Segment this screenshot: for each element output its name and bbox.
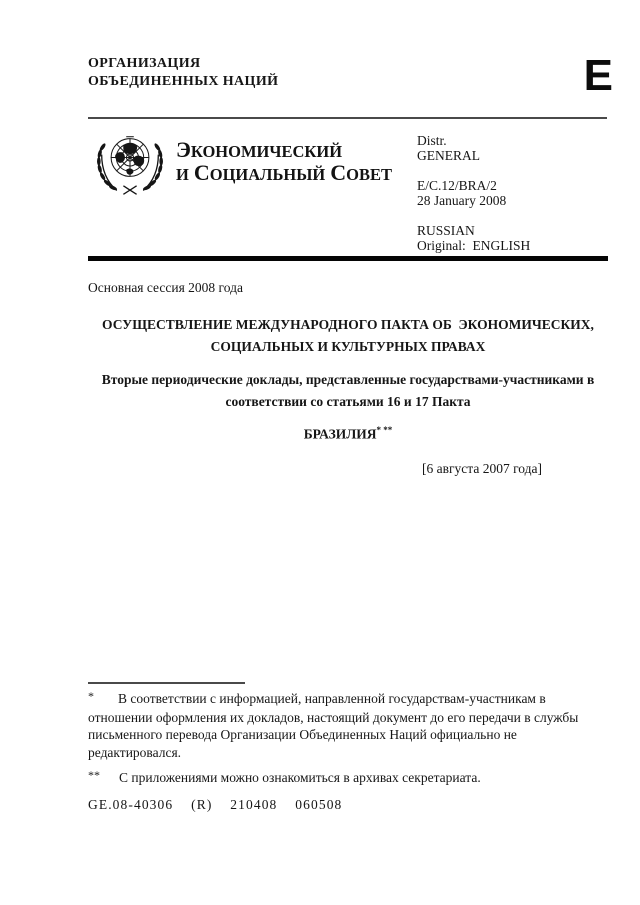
council-line2-word1-initial: С <box>193 160 210 185</box>
footnote-first-line3: письменного перевода Организации Объединенных Наций официально не <box>88 727 517 742</box>
doc-series-letter: E <box>583 51 613 100</box>
footnote-first-mark: * <box>88 689 94 703</box>
footnote-second <box>88 769 610 788</box>
distr-group <box>417 134 530 163</box>
document-title <box>88 314 608 358</box>
doc-symbol: E/C.12/BRA/2 <box>417 178 497 193</box>
subtitle-line2: соответствии со статьями 16 и 17 Пакта <box>225 394 471 409</box>
un-emblem-icon <box>92 132 168 200</box>
distr-label: Distr. <box>417 133 447 148</box>
document-subtitle <box>88 369 608 413</box>
footnote-second-text: С приложениями можно ознакомиться в архивах секретариата. <box>119 770 481 785</box>
country-name: БРАЗИЛИЯ <box>303 426 377 442</box>
ge-reference-line: GE.08-40306 (R) 210408 060508 <box>88 797 343 812</box>
footnote-separator <box>88 682 245 684</box>
council-line2-conj: И <box>176 165 189 184</box>
received-date: [6 августа 2007 года] <box>422 461 542 476</box>
doc-language: RUSSIAN <box>417 223 475 238</box>
distr-type: GENERAL <box>417 147 480 163</box>
council-title-line1 <box>176 138 392 161</box>
footnote-first-line4: редактировался. <box>88 744 182 760</box>
org-name <box>88 55 278 91</box>
language-group <box>417 224 530 253</box>
org-name-line2: ОБЪЕДИНЕННЫХ НАЦИЙ <box>88 74 279 89</box>
footnote-first-line2: отношении оформления их докладов, настоящий документ до его передачи в службы <box>88 709 579 725</box>
doc-original-language: Original: ENGLISH <box>417 237 531 253</box>
doc-date: 28 January 2008 <box>417 192 507 208</box>
council-line2-word2-rest: ОВЕТ <box>346 165 392 184</box>
symbol-group <box>417 179 530 208</box>
council-title-line2 <box>176 161 392 184</box>
separator-bar <box>88 256 608 261</box>
title-line2: СОЦИАЛЬНЫХ И КУЛЬТУРНЫХ ПРАВАХ <box>210 339 486 354</box>
title-line1: ОСУЩЕСТВЛЕНИЕ МЕЖДУНАРОДНОГО ПАКТА ОБ ЭКОНОМИЧЕСКИХ, <box>102 317 594 332</box>
council-line2-word2-initial: С <box>330 160 347 185</box>
council-line2-word1-rest: ОЦИАЛЬНЫЙ <box>209 165 326 184</box>
council-line1-initial: Э <box>176 137 191 162</box>
footnote-first-line1 <box>88 690 610 709</box>
footnote-first-text1: В соответствии с информацией, направленной государствам-участникам в <box>118 691 546 706</box>
council-line1-rest: КОНОМИЧЕСКИЙ <box>190 142 343 161</box>
country-heading <box>88 425 608 443</box>
council-title <box>176 138 392 184</box>
header-rule <box>88 117 607 119</box>
org-name-line1: ОРГАНИЗАЦИЯ <box>88 56 201 71</box>
session-line: Основная сессия 2008 года <box>88 280 243 295</box>
footnote-first <box>88 690 610 761</box>
footnote-second-mark: ** <box>88 768 100 782</box>
subtitle-line1: Вторые периодические доклады, представленные государствами-участниками в <box>101 372 595 387</box>
distribution-block <box>417 134 530 269</box>
country-footnote-marks: * ** <box>376 425 393 435</box>
